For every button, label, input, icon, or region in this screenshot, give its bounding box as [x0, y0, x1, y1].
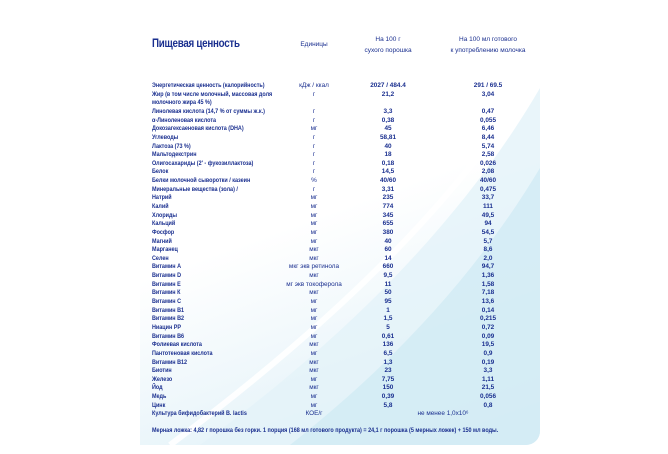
row-unit: мг	[310, 306, 318, 314]
row-name: Витамин В1	[152, 306, 185, 314]
table-row	[152, 315, 532, 324]
col2-header-line2: к употреблению молочка	[450, 47, 526, 54]
row-value-per-100g: 3,3	[383, 107, 393, 115]
row-value-per-100g: 95	[384, 298, 392, 306]
table-row	[152, 333, 532, 342]
row-value-per-100ml: 0,056	[480, 393, 496, 401]
row-value-per-100ml: 0,026	[480, 159, 496, 167]
row-value-per-100g: 1	[386, 306, 390, 314]
row-unit: г	[312, 116, 316, 124]
units-header: Единицы	[300, 41, 328, 48]
row-name: Цинк	[152, 401, 166, 409]
row-value-per-100ml: 19,5	[481, 341, 495, 349]
row-unit: мг экв токоферола	[286, 280, 342, 288]
row-name: α-Линоленовая кислота	[152, 116, 217, 124]
culture-row	[152, 410, 532, 419]
table-row	[152, 186, 532, 195]
row-name: Магний	[152, 237, 172, 245]
nutrition-table	[152, 32, 532, 434]
row-unit: мг	[310, 349, 318, 357]
table-row	[152, 177, 532, 186]
table-row	[152, 350, 532, 359]
row-value-per-100g: 150	[382, 384, 394, 392]
table-row	[152, 143, 532, 152]
table-row	[152, 367, 532, 376]
row-value-per-100ml: 54,5	[481, 228, 495, 236]
row-value-per-100g: 60	[384, 246, 392, 254]
row-value-per-100g: 40	[384, 142, 392, 150]
row-value-per-100g: 58,81	[380, 133, 396, 141]
row-value-per-100g: 11	[384, 280, 392, 288]
table-row	[152, 246, 532, 255]
row-value-per-100g: 0,61	[381, 332, 395, 340]
row-value-per-100ml: 94	[484, 220, 492, 228]
row-name: Кальций	[152, 220, 176, 228]
row-value-per-100ml: 2,08	[481, 168, 495, 176]
table-header	[152, 32, 532, 82]
row-value-per-100ml: 7,18	[481, 289, 495, 297]
row-unit: г	[312, 133, 316, 141]
row-value-per-100g: 0,38	[381, 116, 395, 124]
footnote: Мерная ложка: 4,82 г порошка без горки. 1 порция (168 мл готового продукта) = 24,1 г порошка (5 мерных ложек) + 150 мл воды.	[152, 427, 499, 434]
row-name: Витамин К	[152, 289, 181, 297]
table-row	[152, 376, 532, 385]
row-name: Медь	[152, 393, 167, 401]
row-unit: мг	[310, 298, 318, 306]
row-unit: мг	[310, 211, 318, 219]
table-row	[152, 134, 532, 143]
col2-header	[428, 34, 548, 56]
row-name: Селен	[152, 254, 169, 262]
row-value-per-100ml: 3,3	[483, 367, 493, 375]
row-name: Витамин В12	[152, 358, 188, 366]
table-row	[152, 298, 532, 307]
row-unit: %	[311, 177, 317, 185]
row-value-per-100ml: 33,7	[481, 194, 495, 202]
row-name: Йод	[152, 384, 163, 392]
table-row	[152, 238, 532, 247]
nutrition-card	[140, 28, 540, 445]
row-value-per-100ml: 49,5	[481, 211, 495, 219]
row-unit: мг	[310, 194, 318, 202]
row-value-per-100ml: 0,19	[481, 358, 495, 366]
table-row	[152, 263, 532, 272]
row-unit: мкг	[309, 246, 319, 254]
row-value-per-100ml: 3,04	[481, 90, 495, 98]
row-unit: кДж / ккал	[299, 82, 329, 89]
row-name: Фолиевая кислота	[152, 341, 202, 349]
row-unit: мкг	[309, 289, 319, 297]
row-unit: г	[312, 107, 316, 115]
row-value-per-100g: 1,3	[383, 358, 393, 366]
table-row	[152, 324, 532, 333]
row-value-per-100g: 7,75	[381, 375, 395, 383]
row-value-per-100ml: 94,7	[481, 263, 495, 271]
row-name: Олигосахариды (2' - фукозиллактоза)	[152, 159, 254, 167]
row-value-per-100ml: 0,14	[481, 306, 495, 314]
row-name: Пантотеновая кислота	[152, 349, 213, 357]
row-name: Углеводы	[152, 133, 179, 141]
row-value-per-100g: 18	[384, 151, 392, 159]
row-name: Мальтодекстрин	[152, 151, 197, 159]
row-value-per-100ml: 8,6	[483, 246, 493, 254]
row-value-per-100ml: 8,44	[481, 133, 495, 141]
row-value-per-100ml: 21,5	[481, 384, 495, 392]
row-value-per-100g: 23	[384, 367, 392, 375]
row-value-per-100g: 235	[382, 194, 394, 202]
row-unit: г	[312, 151, 316, 159]
row-value-per-100g: 2027 / 484.4	[370, 82, 406, 89]
row-value-per-100ml: 291 / 69.5	[473, 82, 503, 89]
col1-header	[338, 34, 438, 56]
row-value-per-100g: 774	[382, 202, 394, 210]
table-row	[152, 212, 532, 221]
row-name: Докозагексаеновая кислота (DHA)	[152, 125, 244, 133]
row-value-per-100g: 0,18	[381, 159, 395, 167]
row-value-per-100ml: 40/60	[480, 177, 496, 185]
row-name: Железо	[152, 375, 173, 383]
col1-header-line2: сухого порошка	[364, 47, 412, 54]
row-value-per-100g: 6,5	[383, 349, 393, 357]
row-name: Белок	[152, 168, 169, 176]
row-unit: мг	[310, 401, 318, 409]
row-value-per-100g: 655	[382, 220, 394, 228]
row-unit: мкг	[309, 367, 319, 375]
table-row	[152, 160, 532, 169]
row-value-per-100ml: 0,9	[483, 349, 493, 357]
row-value-per-100ml: 111	[483, 202, 493, 210]
table-row	[152, 255, 532, 264]
row-unit: г	[312, 159, 316, 167]
row-name: Витамин В2	[152, 315, 185, 323]
row-value-per-100g: 9,5	[383, 272, 393, 280]
row-value-per-100g: 660	[382, 263, 394, 271]
row-unit: мг	[310, 228, 318, 236]
row-unit: мг	[310, 237, 318, 245]
row-unit: мг	[310, 125, 318, 133]
row-value-per-100ml: 5,7	[483, 237, 493, 245]
col2-header-line1: На 100 мл готового	[459, 36, 517, 43]
row-unit: мг	[310, 375, 318, 383]
row-unit: г	[312, 90, 316, 98]
row-name: Энергетическая ценность (калорийность)	[152, 82, 265, 89]
row-name: Биотин	[152, 367, 172, 375]
row-value-per-100ml: 0,215	[480, 315, 496, 323]
table-row	[152, 82, 532, 91]
row-unit: мг	[310, 332, 318, 340]
table-row	[152, 108, 532, 117]
row-name: Марганец	[152, 246, 178, 254]
table-row	[152, 393, 532, 402]
table-row	[152, 272, 532, 281]
row-unit: мкг	[309, 272, 319, 280]
row-name: Лактоза (73 %)	[152, 142, 191, 150]
table-row	[152, 359, 532, 368]
row-unit: мг	[310, 393, 318, 401]
row-name: Натрий	[152, 194, 172, 202]
table-row	[152, 194, 532, 203]
row-value-per-100g: 1,5	[383, 315, 393, 323]
row-value-per-100g: 45	[384, 125, 392, 133]
row-unit: мкг	[309, 341, 319, 349]
row-value-per-100ml: 1,11	[481, 375, 495, 383]
row-name: Жир (в том числе молочный, массовая доля молочного жира 45 %)	[152, 90, 273, 107]
row-value-per-100ml: 0,72	[481, 323, 495, 331]
row-name: Хлориды	[152, 211, 178, 219]
row-unit: мкг	[309, 358, 319, 366]
table-row	[152, 168, 532, 177]
row-name: Витамин В6	[152, 332, 185, 340]
row-value-per-100g: 5	[386, 323, 390, 331]
row-unit: мкг	[309, 254, 319, 262]
table-row	[152, 229, 532, 238]
row-value-per-100ml: 0,8	[483, 401, 493, 409]
table-row	[152, 341, 532, 350]
table-row	[152, 117, 532, 126]
row-unit: мг	[310, 202, 318, 210]
row-unit: мг	[310, 323, 318, 331]
table-row	[152, 402, 532, 411]
row-value-per-100ml: 1,58	[481, 280, 495, 288]
row-name: Ниацин РР	[152, 323, 182, 331]
row-name: Витамин D	[152, 272, 182, 280]
table-row	[152, 307, 532, 316]
table-row	[152, 151, 532, 160]
row-value-per-100ml: 5,74	[481, 142, 495, 150]
table-row	[152, 384, 532, 393]
row-name: Витамин Е	[152, 280, 181, 288]
row-value-per-100ml: 0,475	[480, 185, 496, 193]
table-row	[152, 91, 532, 108]
row-value-per-100g: 380	[382, 228, 394, 236]
row-value-per-100g: 0,39	[381, 393, 395, 401]
table-row	[152, 289, 532, 298]
row-value-per-100ml: 0,47	[481, 107, 495, 115]
row-value-per-100ml: 2,0	[483, 254, 493, 262]
row-name: Витамин С	[152, 298, 182, 306]
table-row	[152, 203, 532, 212]
row-unit: мкг экв ретинола	[288, 263, 340, 271]
row-value-per-100g: 14	[384, 254, 392, 262]
row-name: Белки молочной сыворотки / казеин	[152, 177, 251, 185]
row-name: Витамин А	[152, 263, 182, 271]
row-value-per-100ml: 13,6	[481, 298, 495, 306]
table-row	[152, 220, 532, 229]
row-unit: мг	[310, 220, 318, 228]
row-value-per-100g: 40	[384, 237, 392, 245]
row-value-per-100g: 136	[382, 341, 394, 349]
table-body	[152, 82, 532, 410]
row-unit: мкг	[309, 384, 319, 392]
row-name: Линолевая кислота (14,7 % от суммы ж.к.)	[152, 107, 265, 115]
row-unit: г	[312, 185, 316, 193]
row-unit: г	[312, 168, 316, 176]
row-value-per-100ml: 6,46	[481, 125, 495, 133]
row-name: Фосфор	[152, 228, 175, 236]
row-value-per-100g: 40/60	[380, 177, 396, 185]
row-value-per-100g: 5,8	[383, 401, 393, 409]
row-value-per-100g: 3,31	[381, 185, 395, 193]
table-row	[152, 281, 532, 290]
row-unit: мг	[310, 315, 318, 323]
row-value-per-100ml: 2,58	[481, 151, 495, 159]
row-unit: г	[312, 142, 316, 150]
row-value: не менее 1,0х10⁶	[417, 410, 469, 418]
row-value-per-100g: 21,2	[381, 90, 395, 98]
row-value-per-100ml: 0,09	[481, 332, 495, 340]
row-name: Калий	[152, 202, 169, 210]
row-unit: КОЕ/г	[305, 410, 323, 418]
row-value-per-100g: 50	[384, 289, 392, 297]
row-value-per-100ml: 1,36	[481, 272, 495, 280]
page-title: Пищевая ценность	[152, 38, 240, 50]
row-value-per-100g: 345	[382, 211, 394, 219]
table-row	[152, 125, 532, 134]
row-value-per-100g: 14,5	[381, 168, 395, 176]
row-name: Минеральные вещества (зола) /	[152, 185, 238, 193]
col1-header-line1: На 100 г	[375, 36, 401, 43]
row-value-per-100ml: 0,055	[480, 116, 496, 124]
row-name: Культура бифидобактерий B. lactis	[152, 410, 247, 418]
